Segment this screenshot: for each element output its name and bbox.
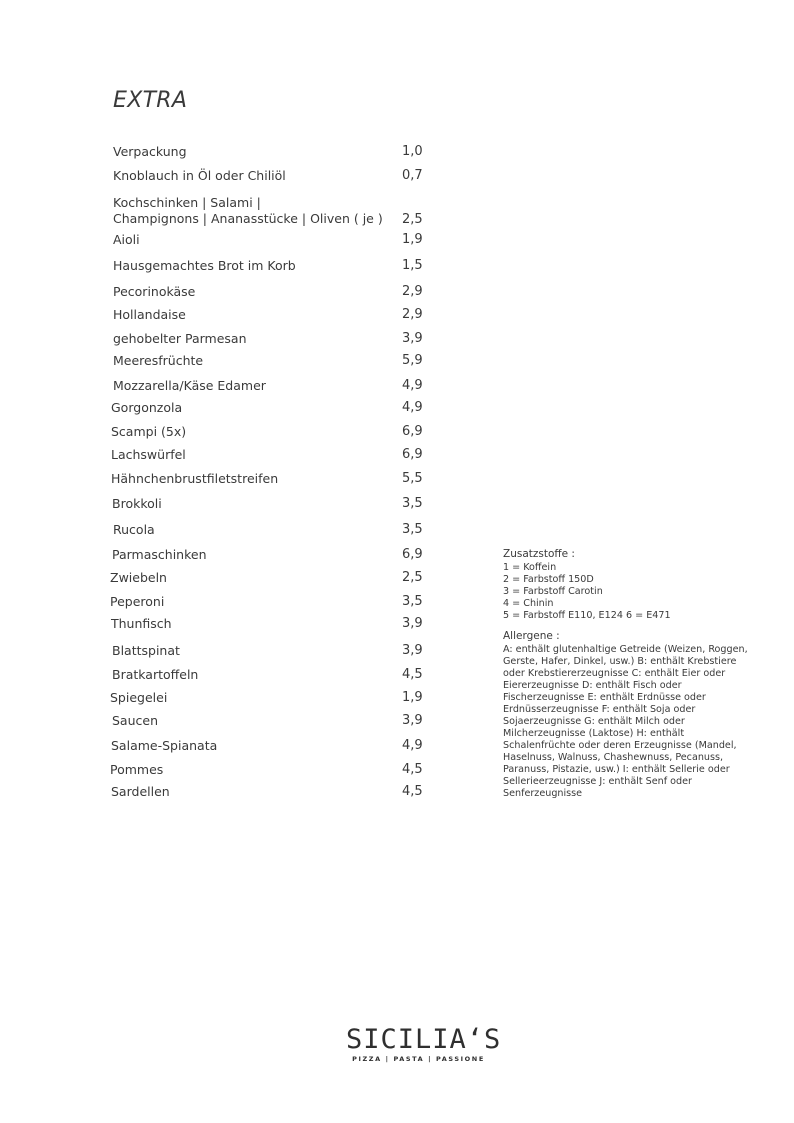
menu-item-name: Brokkoli xyxy=(112,496,162,511)
menu-item xyxy=(0,303,440,323)
menu-item-price: 5,5 xyxy=(402,471,423,486)
menu-item-price: 3,9 xyxy=(402,616,423,631)
info-panel xyxy=(503,548,751,800)
menu-item-name: Hähnchenbrustfiletstreifen xyxy=(111,471,279,486)
menu-item xyxy=(0,195,440,227)
menu-item-price: 6,9 xyxy=(402,547,423,562)
menu-item xyxy=(0,254,440,274)
allergens-line: oder Krebstiererzeugnisse C: enthält Eier oder xyxy=(503,668,726,679)
menu-item-name: Saucen xyxy=(112,713,159,728)
menu-item-price: 2,9 xyxy=(402,307,423,322)
menu-item-price: 3,9 xyxy=(402,643,423,658)
menu-item-price: 1,9 xyxy=(402,690,423,705)
menu-item xyxy=(0,612,440,632)
menu-item xyxy=(0,709,440,729)
menu-item xyxy=(0,164,440,184)
menu-item xyxy=(0,492,440,512)
brand-logo xyxy=(346,1024,502,1063)
additives-line: 3 = Farbstoff Carotin xyxy=(503,586,603,597)
brand-name: SICILIA‘S xyxy=(346,1024,502,1055)
menu-item xyxy=(0,590,440,610)
menu-item xyxy=(0,228,440,248)
allergens-line: Gerste, Hafer, Dinkel, usw.) B: enthält Krebstiere xyxy=(503,656,737,667)
allergens-line: A: enthält glutenhaltige Getreide (Weizen, Roggen, xyxy=(503,644,748,655)
menu-item xyxy=(0,543,440,563)
menu-item-name: Sardellen xyxy=(111,784,170,799)
menu-item xyxy=(0,518,440,538)
menu-item-name: Parmaschinken xyxy=(112,547,207,562)
menu-item-name: Blattspinat xyxy=(112,643,180,658)
menu-item-name: Mozzarella/Käse Edamer xyxy=(113,378,266,393)
menu-item-name: Thunfisch xyxy=(111,616,172,631)
menu-item-price: 3,9 xyxy=(402,331,423,346)
menu-item-price: 5,9 xyxy=(402,353,423,368)
menu-item-name: Rucola xyxy=(113,522,155,537)
menu-item-price: 6,9 xyxy=(402,447,423,462)
menu-item xyxy=(0,396,440,416)
additives-heading: Zusatzstoffe : xyxy=(503,548,575,560)
additives-line: 1 = Koffein xyxy=(503,562,557,573)
menu-item-price: 3,5 xyxy=(402,496,423,511)
menu-item xyxy=(0,327,440,347)
menu-item-name: Hollandaise xyxy=(113,307,186,322)
menu-item-name: Peperoni xyxy=(110,594,165,609)
allergens-heading: Allergene : xyxy=(503,630,560,642)
menu-item-price: 4,5 xyxy=(402,784,423,799)
allergens-line: Schalenfrüchte oder deren Erzeugnisse (Mandel, xyxy=(503,740,737,751)
menu-item-price: 2,5 xyxy=(402,570,423,585)
menu-item-name: Pommes xyxy=(110,762,164,777)
menu-item-name: Meeresfrüchte xyxy=(113,353,204,368)
menu-item-name: Scampi (5x) xyxy=(111,424,187,439)
allergens-line: Erdnüsserzeugnisse F: enthält Soja oder xyxy=(503,704,696,715)
menu-item-price: 4,5 xyxy=(402,762,423,777)
menu-item xyxy=(0,374,440,394)
menu-item xyxy=(0,758,440,778)
allergens-line: Sellerieerzeugnisse J: enthält Senf oder xyxy=(503,776,692,787)
menu-item-name: Gorgonzola xyxy=(111,400,183,415)
menu-item xyxy=(0,140,440,160)
menu-item-name: Lachswürfel xyxy=(111,447,186,462)
allergens-line: Sojaerzeugnisse G: enthält Milch oder xyxy=(503,716,685,727)
menu-item-price: 4,9 xyxy=(402,400,423,415)
menu-item-name: Hausgemachtes Brot im Korb xyxy=(113,258,296,273)
additives-line: 2 = Farbstoff 150D xyxy=(503,574,594,585)
allergens-line: Paranuss, Pistazie, usw.) I: enthält Sellerie oder xyxy=(503,764,730,775)
menu-item xyxy=(0,686,440,706)
allergens-line: Fischerzeugnisse E: enthält Erdnüsse oder xyxy=(503,692,706,703)
additives-line: 4 = Chinin xyxy=(503,598,554,609)
menu-item-price: 1,5 xyxy=(402,258,423,273)
menu-item-price: 1,9 xyxy=(402,232,423,247)
menu-item xyxy=(0,566,440,586)
menu-item-price: 1,0 xyxy=(402,144,423,159)
menu-item-name: Aioli xyxy=(113,232,140,247)
menu-item-price: 3,5 xyxy=(402,594,423,609)
menu-item-name: Zwiebeln xyxy=(110,570,167,585)
additives-line: 5 = Farbstoff E110, E124 6 = E471 xyxy=(503,610,671,621)
allergens-section xyxy=(503,630,751,800)
menu-item-name: Spiegelei xyxy=(110,690,168,705)
menu-item xyxy=(0,639,440,659)
brand-tagline: PIZZA | PASTA | PASSIONE xyxy=(352,1055,485,1063)
page-title: EXTRA xyxy=(113,88,188,113)
menu-item-price: 4,9 xyxy=(402,378,423,393)
menu-item xyxy=(0,443,440,463)
menu-item xyxy=(0,349,440,369)
menu-item xyxy=(0,280,440,300)
menu-item-price: 3,9 xyxy=(402,713,423,728)
additives-section xyxy=(503,548,751,622)
menu-item xyxy=(0,734,440,754)
menu-item xyxy=(0,467,440,487)
allergens-line: Milcherzeugnisse (Laktose) H: enthält xyxy=(503,728,685,739)
menu-item-price: 4,5 xyxy=(402,667,423,682)
menu-item-name: Knoblauch in Öl oder Chiliöl xyxy=(113,168,286,183)
menu-item-price: 2,5 xyxy=(402,212,423,227)
menu-item xyxy=(0,420,440,440)
menu-item-name: gehobelter Parmesan xyxy=(113,331,247,346)
menu-item-name: Kochschinken | Salami | Champignons | Ananasstücke | Oliven ( je ) xyxy=(113,195,383,226)
menu-item-price: 2,9 xyxy=(402,284,423,299)
menu-item-name: Verpackung xyxy=(113,144,187,159)
menu-item xyxy=(0,663,440,683)
menu-item-price: 6,9 xyxy=(402,424,423,439)
menu-item-name: Salame-Spianata xyxy=(111,738,218,753)
menu-item-price: 0,7 xyxy=(402,168,423,183)
allergens-line: Eiererzeugnisse D: enthält Fisch oder xyxy=(503,680,682,691)
menu-item-price: 3,5 xyxy=(402,522,423,537)
menu-item-name: Pecorinokäse xyxy=(113,284,196,299)
menu-item xyxy=(0,780,440,800)
menu-item-price: 4,9 xyxy=(402,738,423,753)
allergens-line: Haselnuss, Walnuss, Chashewnuss, Pecanuss, xyxy=(503,752,724,763)
allergens-line: Senferzeugnisse xyxy=(503,788,583,799)
menu-item-name: Bratkartoffeln xyxy=(112,667,199,682)
